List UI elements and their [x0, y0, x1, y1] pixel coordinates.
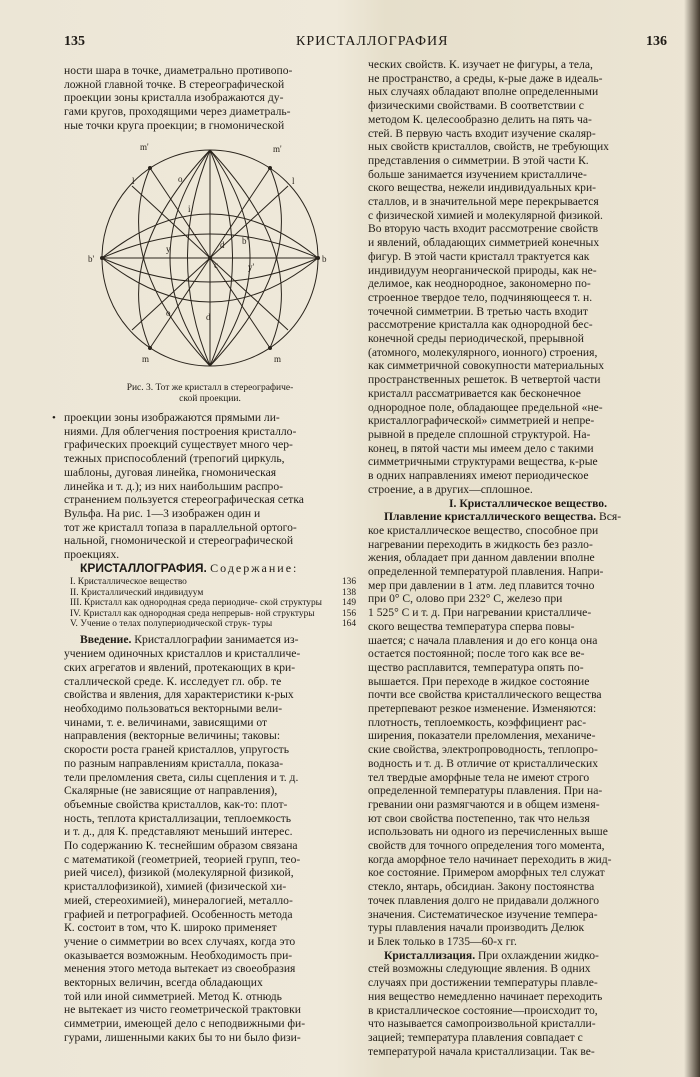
text-line: ные точки круга проекции; в гномонической [64, 118, 285, 132]
pole-label: b [322, 254, 327, 264]
text-line: рывной в пределе сплошной структурой. На- [368, 427, 591, 441]
text-line: ют свои свойства постепенно, так что нельзя [368, 811, 590, 825]
text-line: шаблоны, дуговая линейка, гномоническая [64, 465, 277, 479]
toc-entry-page: 138 [341, 587, 356, 598]
text-line: точечной симметрии. В третью часть входит [368, 304, 588, 318]
text-line: использовать ни одного из перечисленных выше [368, 825, 608, 839]
text-line: ского вещества температура сперва повы- [368, 619, 575, 633]
text-line: что называется самопроизвольной кристалли- [368, 1017, 596, 1031]
text-line: точек плавления долго не придавали должного [368, 893, 599, 907]
pole-label: d [206, 312, 211, 322]
text-line: претерпевают резкое изменение. Изменяются: [368, 702, 597, 716]
text-line: кристалл рассматривается как бесконечное [368, 386, 581, 400]
text-line: 1 525° С и т. д. При нагревании кристалличе- [368, 606, 592, 620]
text-line: пространственных решеток. В четвертой части [368, 373, 601, 387]
toc-entry[interactable] [70, 577, 356, 587]
text-line: ности шара в точке, диаметрально противопо- [64, 64, 293, 77]
text-line: рассмотрение кристалла как однородной бес- [368, 318, 593, 332]
text-line: рией чисел), физикой (молекулярной физикой, [64, 866, 294, 880]
text-line: направления (векторные величины; таковы: [64, 729, 281, 743]
text-line: с математикой (геометрией, теорией групп, тео- [64, 852, 301, 866]
article-title: КРИСТАЛЛОГРАФИЯ. [80, 560, 207, 575]
text-line: и явлений, обладающих симметрией конечных [368, 236, 600, 250]
text-line: симметричными структурами вещества, к-рые [368, 455, 598, 469]
text-line: проекции зоны изображаются прямыми ли- [64, 411, 280, 424]
text-line: проекциях. [64, 548, 120, 562]
text-line: ния вещество немедленно начинает переходить [368, 989, 603, 1003]
text-line: свойства и явления, для характеристики к-рых [64, 688, 294, 702]
melting-first-line [368, 510, 688, 524]
text-line: больше занимается изучением кристалличе- [368, 167, 587, 181]
pole-label: m [142, 354, 150, 364]
text-line: графических проекций существует много чер- [64, 438, 293, 452]
text-line: ность, теплота кристаллизации, теплоемкость [64, 811, 292, 825]
pole-label: y [166, 244, 171, 254]
text-line: необходимо пользоваться векторными вели- [64, 701, 283, 715]
text-line: Во вторую часть входит рассмотрение свойств [368, 222, 599, 236]
toc-entry[interactable] [70, 588, 356, 598]
text-line: конечной среды периодической, прерывной [368, 332, 584, 346]
pole-label: o [178, 174, 183, 184]
toc-entry-page: 136 [341, 577, 356, 588]
pole-label: l [132, 176, 135, 186]
text-line: мией, стереохимией), минералогией, металло- [64, 893, 293, 907]
text-line: ных свойств кристаллов, свойств, не требующих [368, 140, 609, 154]
pole-label: d [220, 240, 225, 250]
pole-label: m' [140, 142, 149, 152]
text-line: остается постоянной; после того как все ве- [368, 647, 585, 661]
text-line: нальной, гномонической и стереографической [64, 534, 294, 548]
text-line: водность и т. д. В отличие от кристаллических [368, 756, 599, 770]
caption-line: Рис. 3. Тот же кристалл в стереографиче- [126, 383, 294, 393]
toc-entry[interactable] [70, 598, 356, 608]
toc-entry[interactable] [70, 609, 356, 619]
text-line: ского вещества, нежели индивидуальных кри- [368, 181, 597, 195]
text-line: определенной температурой плавления. Напри- [368, 565, 604, 579]
text-line: и т. д., для К. представляют меньший интерес. [64, 825, 293, 839]
text-line: туры плавления начали производить Делюк [368, 921, 585, 935]
text-line: гами кругов, проходящими через диаметраль- [64, 105, 291, 119]
text-line: щество расплавится, температура опять по- [368, 660, 584, 674]
text-line: значения. Систематическое изучение темпера- [368, 907, 598, 921]
text-line: симметрии, имеющей дело с неподвижными фи- [64, 1017, 306, 1031]
text-line: как симметричной совокупности материальных [368, 359, 605, 373]
text-line: чинами, т. е. величинами, зависящими от [64, 715, 268, 729]
text-line: физическими свойствами. В соответствии с [368, 99, 584, 113]
text-line: стей возможны следующие явления. В одних [368, 962, 591, 976]
page-edge-shadow [684, 0, 700, 1077]
melting-run-in-heading: Плавление кристаллического вещества. [384, 510, 597, 524]
toc-entry-title: I. Кристаллическое вещество [70, 577, 187, 588]
crystallization-first-text: При охлаждении жидко- [475, 948, 599, 962]
text-line: не вытекает из чисто геометрической трактовки [64, 1003, 301, 1017]
text-line: по разным направлениям кристалла, показа- [64, 756, 284, 770]
text-line: кристаллографической» симметрией и непре- [368, 414, 595, 428]
text-line: гурами, лишенными каких бы то ни было физи- [64, 1030, 301, 1044]
melting-first-text: Вся- [596, 510, 622, 524]
text-line: ческих свойств. К. изучает не фигуры, а тела, [368, 58, 593, 71]
text-line: объемные свойства кристаллов, как-то: плот- [64, 797, 288, 811]
text-line: стекло, янтарь, обсидиан. Закону постоянства [368, 880, 595, 894]
text-line: при 0° С, олово при 232° С, железо при [368, 592, 563, 606]
text-line: учение о симметрии во всех случаях, когда это [64, 934, 296, 948]
article-heading [64, 562, 356, 576]
text-line: векторных величин, всегда обладающих [64, 976, 263, 990]
text-line: менения этого метода вытекает из своеобразия [64, 962, 296, 976]
text-line: линейка и т. д.); из них наибольшим распро- [64, 479, 283, 493]
text-line: странением пользуется стереографическая сетка [64, 493, 304, 507]
text-line: в одних направлениях имеют периодическое [368, 469, 589, 483]
text-line: строение, а в других—сплошное. [368, 482, 533, 496]
pole-label: o [166, 308, 171, 318]
intro-first-text: Кристаллографии занимается из- [131, 633, 299, 647]
crystallization-first-line [368, 949, 688, 963]
text-line: шается; с начала плавления и до его конца она [368, 633, 598, 647]
pole-label: b' [242, 236, 249, 246]
text-line: почти все свойства кристаллического вещества [368, 688, 602, 702]
text-line: скорости роста граней кристаллов, упругость [64, 743, 289, 757]
text-line: тел твердые аморфные тела не имеют строго [368, 770, 590, 784]
toc-entry-title: II. Кристаллический индивидуум [70, 587, 204, 598]
text-line: кристаллофизикой), химией (физической хи- [64, 880, 287, 894]
crystallization-run-in-heading: Кристаллизация. [384, 948, 476, 962]
text-line: жения, обладает при данном давлении вполне [368, 551, 595, 565]
page-number-right: 136 [646, 34, 667, 49]
text-line: графией и петрографией. Особенность метода [64, 907, 293, 921]
text-line: делимое, как неоднородное, закономерно по- [368, 277, 591, 291]
text-line: температурой начала кристаллизации. Так ве- [368, 1044, 595, 1058]
figure-caption [100, 383, 320, 405]
pole-label: i [188, 204, 191, 214]
toc-entry-title: V. Учение о телах полупериодической струк- туры [70, 619, 273, 630]
projection-paragraph [52, 411, 356, 562]
pole-label: m [274, 354, 282, 364]
text-line: индивидуум неорганической природы, как не- [368, 263, 597, 277]
text-line: стей. В первую часть входит изучение скаляр- [368, 126, 596, 140]
text-line: той или иной симметрией. Метод К. отнюдь [64, 989, 282, 1003]
text-line: зацией; температура плавления совпадает с [368, 1030, 583, 1044]
toc-entry-title: IV. Кристалл как однородная среда непрерыв- ной структуры [70, 608, 315, 619]
text-line: К. состоит в том, что К. широко применяет [64, 921, 277, 935]
text-line: гревании они размягчаются и в общем изменя- [368, 797, 600, 811]
left-column-bottom [52, 411, 356, 1045]
text-line: учением одиночных кристаллов и кристалличе- [64, 647, 301, 661]
text-line: (атомного, молекулярного, ионного) строения, [368, 345, 598, 359]
margin-mark-icon: • [52, 412, 56, 424]
section-heading: I. Кристаллическое вещество. [449, 496, 607, 510]
text-line: строенное твердое тело, подчиняющееся т. н. [368, 290, 593, 304]
intro-run-in-heading: Введение. [80, 633, 132, 647]
toc-entry-page: 164 [341, 619, 356, 630]
text-line: тежных приспособлений (трепогий циркуль, [64, 452, 285, 466]
toc-entry-title: III. Кристалл как однородная среда периодиче- ской структуры [70, 598, 322, 609]
running-title: КРИСТАЛЛОГРАФИЯ [296, 34, 449, 49]
text-line: мер при давлении в 1 атм. лед плавится точно [368, 578, 595, 592]
contents-label: Содержание: [210, 560, 299, 575]
text-line: определенной температуры плавления. При на- [368, 784, 603, 798]
page-number-left: 135 [64, 34, 85, 49]
text-line: конец, в пятой части мы имеем дело с такими [368, 441, 594, 455]
pole-label: l [292, 176, 295, 186]
text-line: тели преломления света, силы сцепления и т. д. [64, 770, 299, 784]
text-line: кое кристаллическое вещество, способное при [368, 523, 599, 537]
text-line: не пространство, а среды, к-рые даже в идеаль- [368, 71, 603, 85]
text-line: Вульфа. На рис. 1—3 изображен один и [64, 506, 261, 520]
text-line: случаях при достижении температуры плавле- [368, 976, 598, 990]
text-line: оказывается возможным. Необходимость при- [64, 948, 293, 962]
toc-entry-page: 149 [341, 598, 356, 609]
text-line: фигур. В этой части кристалл трактуется как [368, 249, 590, 263]
right-column [368, 58, 688, 1058]
stereographic-projection-figure [70, 140, 350, 410]
table-of-contents [70, 577, 356, 629]
text-line: и Блек только в 1735—60-х гг. [368, 935, 517, 948]
intro-first-line [64, 633, 356, 647]
text-line: По содержанию К. теснейшим образом связана [64, 839, 298, 853]
toc-entry-page: 156 [341, 608, 356, 619]
text-line: ские свойства, электропроводность, теплопро- [368, 743, 598, 757]
toc-entry[interactable] [70, 619, 356, 629]
text-line: Скалярные (не зависящие от направления), [64, 784, 278, 798]
text-line: методом К. целесообразно делить на пять ча- [368, 112, 592, 126]
text-line: ных случаях обладают вполне определенными [368, 85, 599, 99]
text-line: проекции зоны кристалла изображаются ду- [64, 91, 284, 105]
pole-label: y' [248, 262, 255, 272]
text-line: когда аморфное тело начинает переходить в жид- [368, 852, 612, 866]
text-line: однородное поле, обладающее предельной «не- [368, 400, 603, 414]
pole-label: c [214, 260, 218, 270]
text-line: вышается. При переходе в жидкое состояние [368, 674, 590, 688]
text-line: ширения, показатели преломления, механиче- [368, 729, 596, 743]
pole-label: m' [273, 144, 282, 154]
text-line: тот же кристалл топаза в параллельной ортого- [64, 520, 297, 534]
text-line: ниями. Для облегчения построения кристалло- [64, 424, 297, 438]
text-line: представления о симметрии. В этой части К. [368, 153, 589, 167]
text-line: кое состояние. Примером аморфных тел служат [368, 866, 605, 880]
pole-label: b' [88, 254, 95, 264]
text-line: ских агрегатов и явлений, протекающих в кри- [64, 660, 296, 674]
text-line: свойств для точного определения того момента, [368, 839, 605, 853]
text-line: ложной главной точке. В стереографической [64, 77, 285, 91]
left-column-top [64, 64, 356, 133]
text-line: в кристаллическое состояние—происходит то, [368, 1003, 598, 1017]
text-line: с физической химией и молекулярной физикой. [368, 208, 603, 222]
text-line: плотность, теплоемкость, коэффициент рас- [368, 715, 587, 729]
text-line: сталлической среде. К. исследует гл. обр. те [64, 674, 282, 688]
text-line: сталлов, и в значительной мере перекрывается [368, 195, 599, 209]
text-line: нагревании переходить в жидкость без разло- [368, 537, 593, 551]
caption-line: ской проекции. [179, 394, 241, 404]
